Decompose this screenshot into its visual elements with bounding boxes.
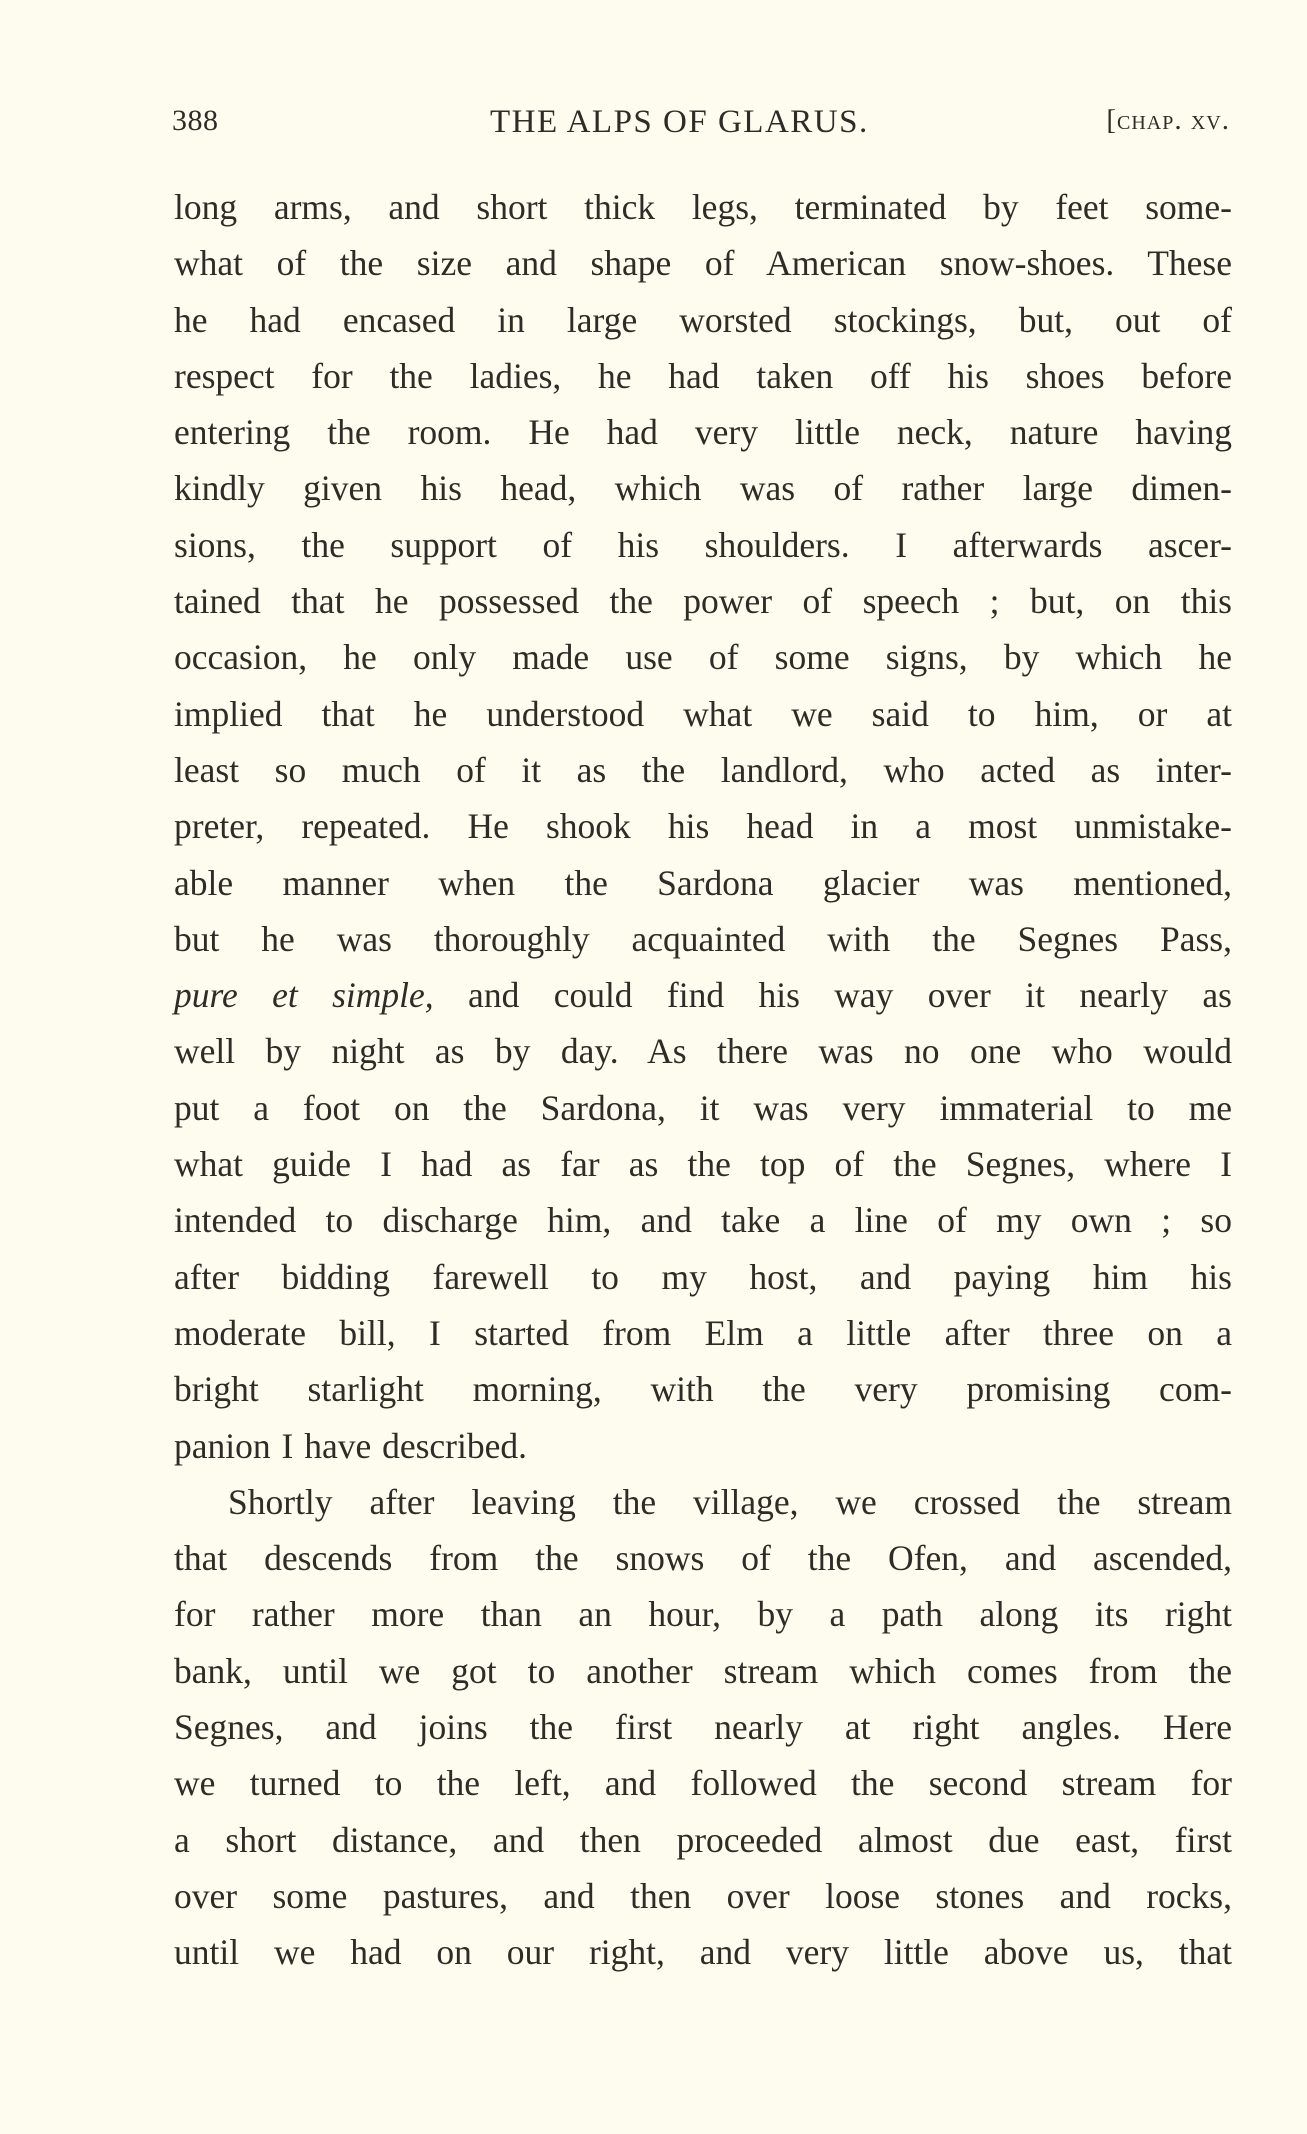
text-line: panion I have described.: [174, 1425, 527, 1466]
text-line: occasion, he only made use of some signs, by which he: [174, 637, 1232, 678]
running-title: THE ALPS OF GLARUS.: [490, 104, 869, 140]
text-line: bank, until we got to another stream which comes from the: [174, 1650, 1232, 1691]
body-text: [174, 179, 1232, 1981]
text-line-with-italic: [174, 967, 1232, 1023]
text-line: a short distance, and then proceeded almost due east, first: [174, 1819, 1232, 1860]
text-line: preter, repeated. He shook his head in a most unmistake-: [174, 806, 1232, 847]
text-line: that descends from the snows of the Ofen, and ascended,: [174, 1538, 1232, 1579]
text-line: he had encased in large worsted stockings, but, out of: [174, 299, 1232, 340]
text-line: after bidding farewell to my host, and paying him his: [174, 1256, 1232, 1297]
text-line: sions, the support of his shoulders. I afterwards ascer-: [174, 524, 1232, 565]
text-line: entering the room. He had very little neck, nature having: [174, 412, 1232, 453]
text-line: we turned to the left, and followed the second stream for: [174, 1763, 1232, 1804]
text-line: Segnes, and joins the first nearly at right angles. Here: [174, 1707, 1232, 1748]
text-line: Shortly after leaving the village, we crossed the stream: [228, 1481, 1232, 1522]
page-number: 388: [172, 104, 219, 137]
text-line: long arms, and short thick legs, terminated by feet some-: [174, 187, 1232, 227]
text-line: for rather more than an hour, by a path along its right: [174, 1594, 1232, 1635]
text-line: tained that he possessed the power of speech ; but, on this: [174, 581, 1232, 622]
text-line: bright starlight morning, with the very promising com-: [174, 1369, 1232, 1410]
running-head: [172, 104, 1230, 148]
chapter-reference: [chap. xv.: [1106, 104, 1230, 136]
text-line: respect for the ladies, he had taken off his shoes before: [174, 355, 1232, 396]
text-line: what of the size and shape of American snow-shoes. These: [174, 243, 1232, 284]
text-line: put a foot on the Sardona, it was very immaterial to me: [174, 1087, 1232, 1128]
text-line: what guide I had as far as the top of the Segnes, where I: [174, 1144, 1232, 1185]
paragraph-2: [174, 1474, 1232, 1981]
text-line: able manner when the Sardona glacier was mentioned,: [174, 862, 1232, 903]
text-line: until we had on our right, and very little above us, that: [174, 1932, 1232, 1973]
text-segment: and could find his way over it nearly as: [433, 975, 1232, 1016]
italic-phrase: pure et simple,: [174, 975, 434, 1016]
text-line: implied that he understood what we said to him, or at: [174, 693, 1232, 734]
text-line: but he was thoroughly acquainted with the Segnes Pass,: [174, 918, 1232, 959]
paragraph-1: [174, 179, 1232, 1474]
text-line: intended to discharge him, and take a line of my own ; so: [174, 1200, 1232, 1241]
text-line: over some pastures, and then over loose stones and rocks,: [174, 1875, 1232, 1916]
text-line: kindly given his head, which was of rather large dimen-: [174, 468, 1232, 509]
text-line: well by night as by day. As there was no one who would: [174, 1031, 1232, 1072]
text-line: least so much of it as the landlord, who acted as inter-: [174, 749, 1232, 790]
text-line: moderate bill, I started from Elm a little after three on a: [174, 1312, 1232, 1353]
